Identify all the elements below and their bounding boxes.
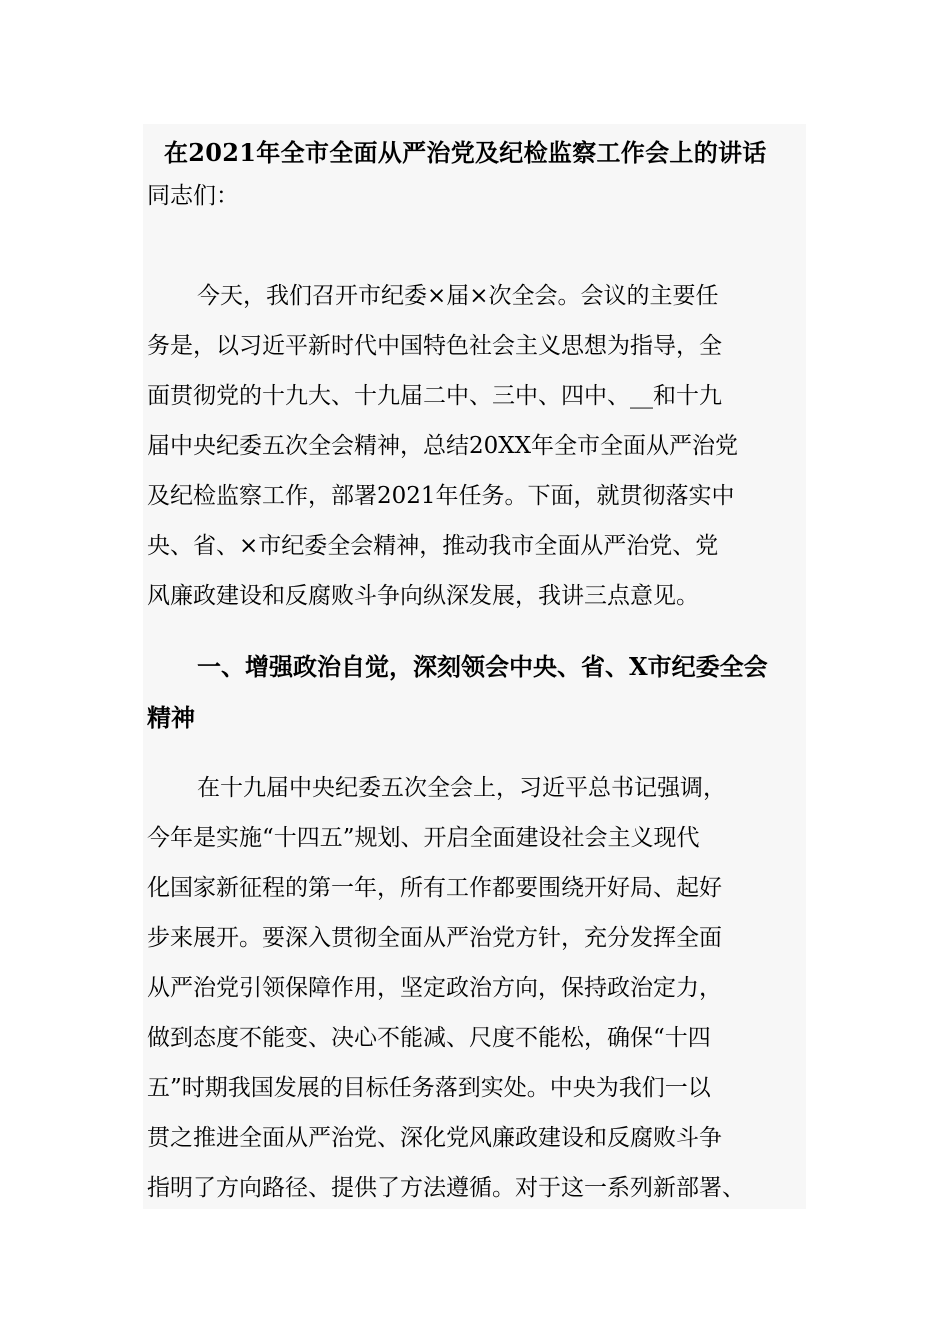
paragraph-line: 从严治党引领保障作用，坚定政治方向，保持政治定力， [147,975,722,1001]
paragraph-line: 贯之推进全面从严治党、深化党风廉政建设和反腐败斗争 [147,1125,722,1151]
paragraph-line: 做到态度不能变、决心不能减、尺度不能松，确保“十四 [147,1025,711,1051]
paragraph-line: 步来展开。要深入贯彻全面从严治党方针，充分发挥全面 [147,925,722,951]
paragraph-line: 风廉政建设和反腐败斗争向纵深发展，我讲三点意见。 [147,583,699,609]
paragraph-line: 央、省、×市纪委全会精神，推动我市全面从严治党、党 [147,533,719,559]
heading-line: 一、增强政治自觉，深刻领会中央、省、X市纪委全会 [197,652,768,681]
document-title: 在2021年全市全面从严治党及纪检监察工作会上的讲话 [164,138,767,167]
paragraph-line: 今天，我们召开市纪委×届×次全会。会议的主要任 [197,283,719,309]
paragraph-line: 指明了方向路径、提供了方法遵循。对于这一系列新部署、 [147,1175,745,1201]
paragraph-line: 今年是实施“十四五”规划、开启全面建设社会主义现代 [147,825,700,851]
salutation: 同志们： [147,183,239,209]
paragraph-line: 届中央纪委五次全会精神，总结20XX年全市全面从严治党 [147,433,739,459]
paragraph-line: 五”时期我国发展的目标任务落到实处。中央为我们一以 [147,1075,711,1101]
paragraph-line: 化国家新征程的第一年，所有工作都要围绕开好局、起好 [147,875,722,901]
heading-line: 精神 [147,703,195,732]
paragraph-line: 在十九届中央纪委五次全会上，习近平总书记强调， [197,775,726,801]
paragraph-line: 务是，以习近平新时代中国特色社会主义思想为指导，全 [147,333,722,359]
paragraph-line: 及纪检监察工作，部署2021年任务。下面，就贯彻落实中 [147,483,735,509]
paragraph-line: 面贯彻党的十九大、十九届二中、三中、四中、__和十九 [147,383,722,409]
